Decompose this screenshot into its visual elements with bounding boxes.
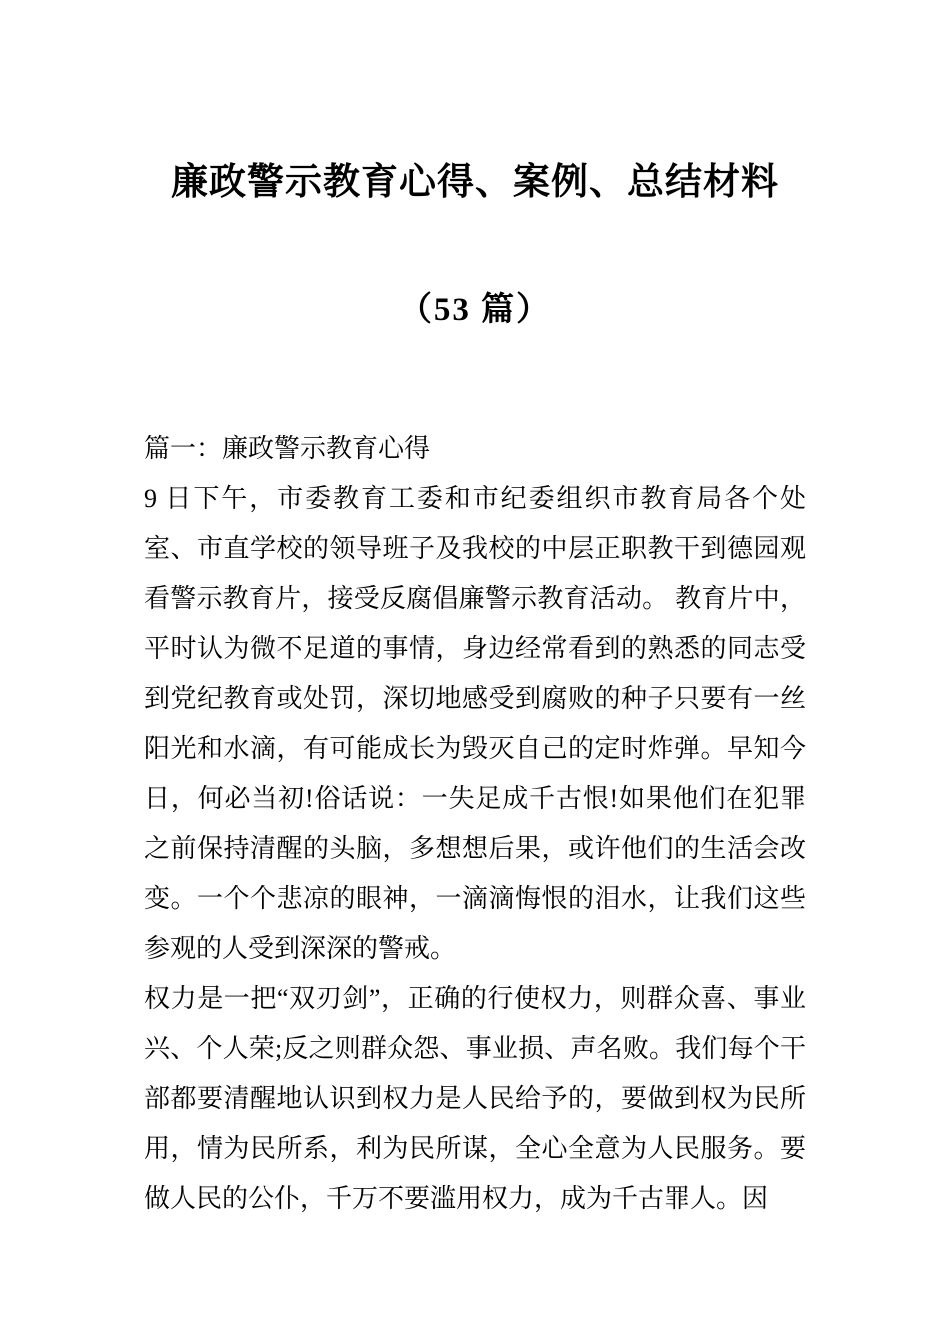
- paragraph: 9 日下午，市委教育工委和市纪委组织市教育局各个处室、市直学校的领导班子及我校的中层正职教干到德园观看警示教育片，接受反腐倡廉警示教育活动。 教育片中，平时认为微不足道的事情，身边经常看到的熟悉的同志受到党纪教育或处罚，深切地感受到腐败的种子只要有一丝阳光和水滴，有可能成长为毁灭自己的定时炸弹。早知今日，何必当初!俗话说：一失足成千古恨!如果他们在犯罪之前保持清醒的头脑，多想想后果，或许他们的生活会改变。一个个悲凉的眼神，一滴滴悔恨的泪水，让我们这些参观的人受到深深的警戒。: [144, 484, 806, 963]
- section-heading: 篇一：廉政警示教育心得: [144, 434, 431, 463]
- document-body: [144, 424, 806, 1224]
- document-count-line: （53 篇）: [398, 292, 552, 328]
- paragraph: 权力是一把“双刃剑”，正确的行使权力，则群众喜、事业兴、个人荣;反之则群众怨、事业损、声名败。我们每个干部都要清醒地认识到权力是人民给予的，要做到权为民所用，情为民所系，利为民所谋，全心全意为人民服务。要做人民的公仆，千万不要滥用权力，成为千古罪人。因: [144, 984, 806, 1213]
- document-title: 廉政警示教育心得、案例、总结材料: [171, 162, 779, 203]
